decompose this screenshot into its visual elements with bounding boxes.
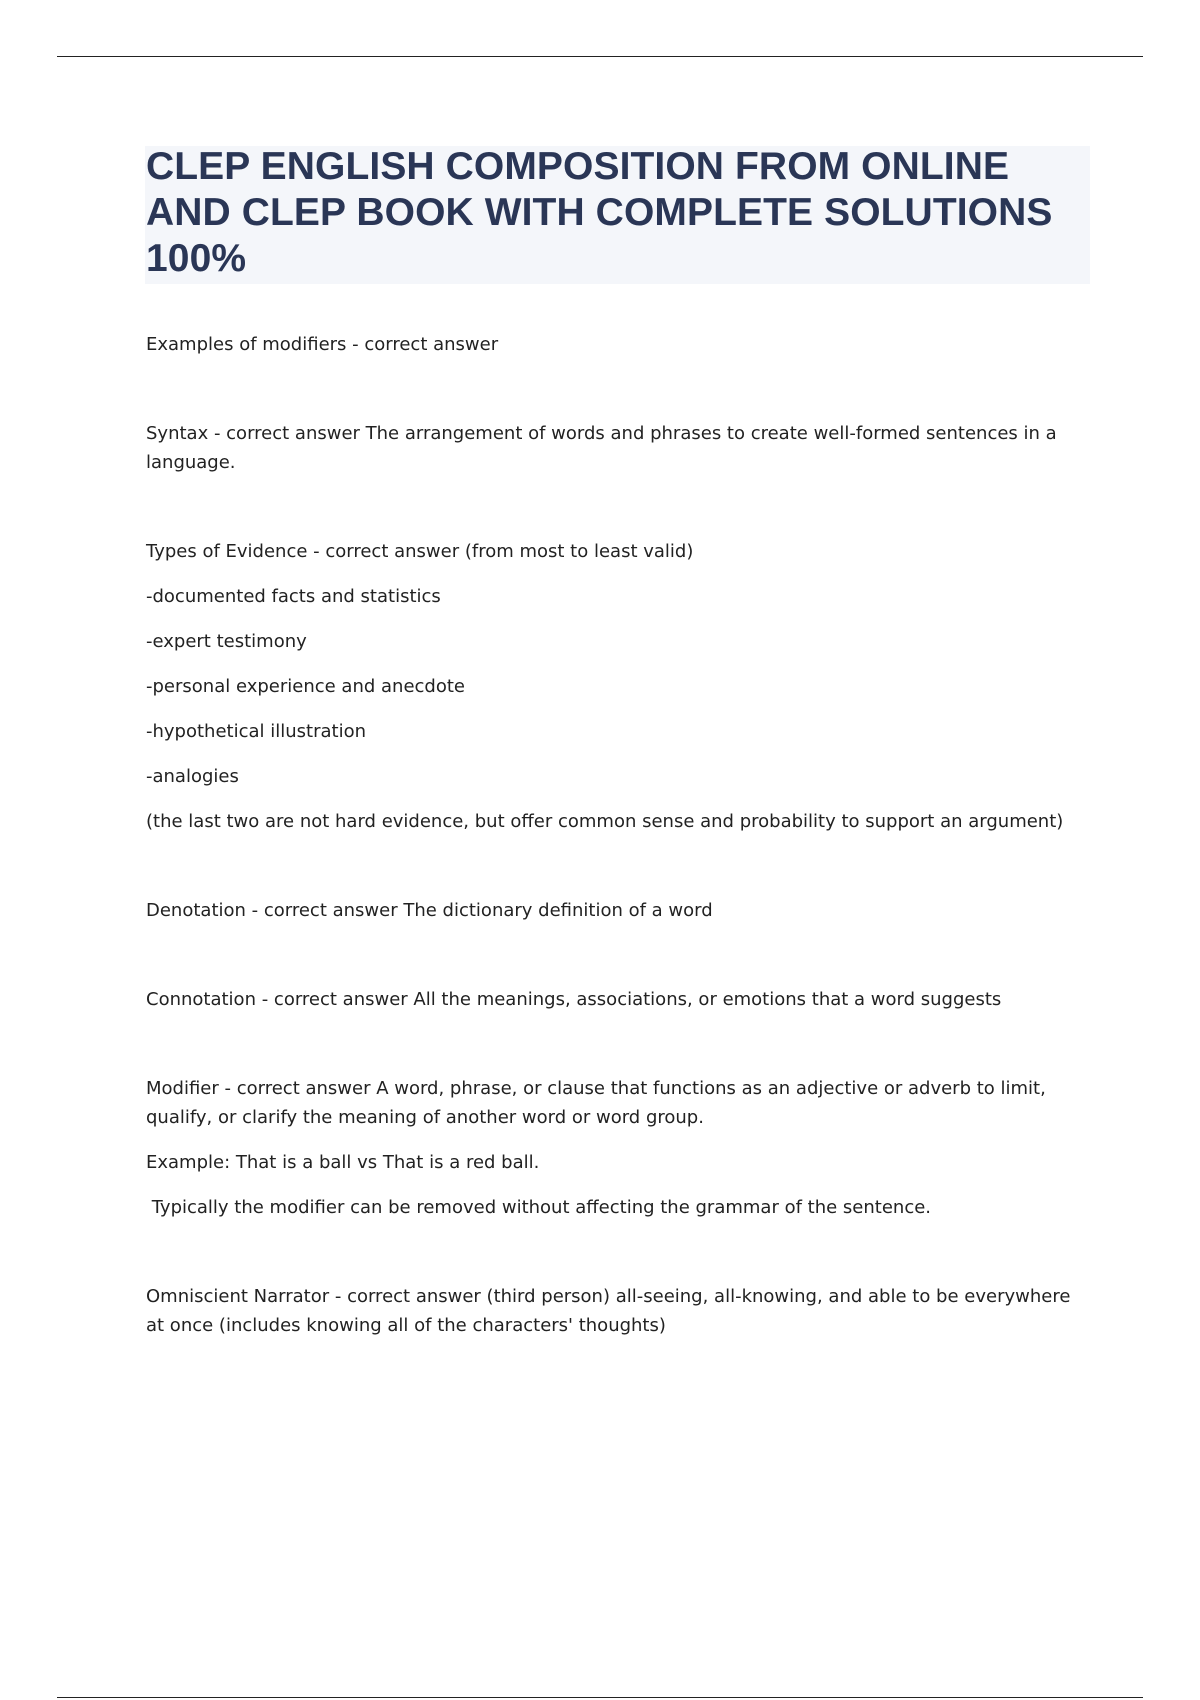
entry-note: (the last two are not hard evidence, but offer common sense and probability to support an argument)	[146, 811, 1064, 832]
document-body	[146, 330, 1076, 1340]
entry-examples-of-modifiers	[146, 330, 1076, 359]
entry-text: Denotation - correct answer The dictionary definition of a word	[146, 900, 713, 921]
entry-connotation	[146, 985, 1076, 1014]
list-item: -analogies	[146, 766, 239, 787]
bottom-divider	[57, 1697, 1143, 1698]
entry-text: Connotation - correct answer All the meanings, associations, or emotions that a word suggests	[146, 989, 1002, 1010]
entry-text: Syntax - correct answer The arrangement of words and phrases to create well-formed sentences in a language.	[146, 423, 1057, 473]
entry-types-of-evidence	[146, 537, 1076, 836]
list-item: -expert testimony	[146, 631, 307, 652]
entry-omniscient-narrator	[146, 1282, 1076, 1340]
document-title: CLEP ENGLISH COMPOSITION FROM ONLINE AND CLEP BOOK WITH COMPLETE SOLUTIONS 100%	[146, 145, 1053, 280]
entry-modifier	[146, 1074, 1076, 1222]
entry-text: Examples of modifiers - correct answer	[146, 334, 499, 355]
list-item: -hypothetical illustration	[146, 721, 366, 742]
list-item: -personal experience and anecdote	[146, 676, 465, 697]
entry-denotation	[146, 896, 1076, 925]
list-item: -documented facts and statistics	[146, 586, 441, 607]
entry-note: Typically the modifier can be removed without affecting the grammar of the sentence.	[146, 1197, 932, 1218]
entry-text: Types of Evidence - correct answer (from most to least valid)	[146, 541, 694, 562]
entry-syntax	[146, 419, 1076, 477]
entry-text: Omniscient Narrator - correct answer (third person) all-seeing, all-knowing, and able to be everywhere at once (includes knowing all of the characters' thoughts)	[146, 1286, 1071, 1336]
entry-example: Example: That is a ball vs That is a red ball.	[146, 1152, 540, 1173]
top-divider	[57, 56, 1143, 57]
entry-text: Modifier - correct answer A word, phrase, or clause that functions as an adjective or adverb to limit, qualify, or clarify the meaning of another word or word group.	[146, 1078, 1046, 1128]
